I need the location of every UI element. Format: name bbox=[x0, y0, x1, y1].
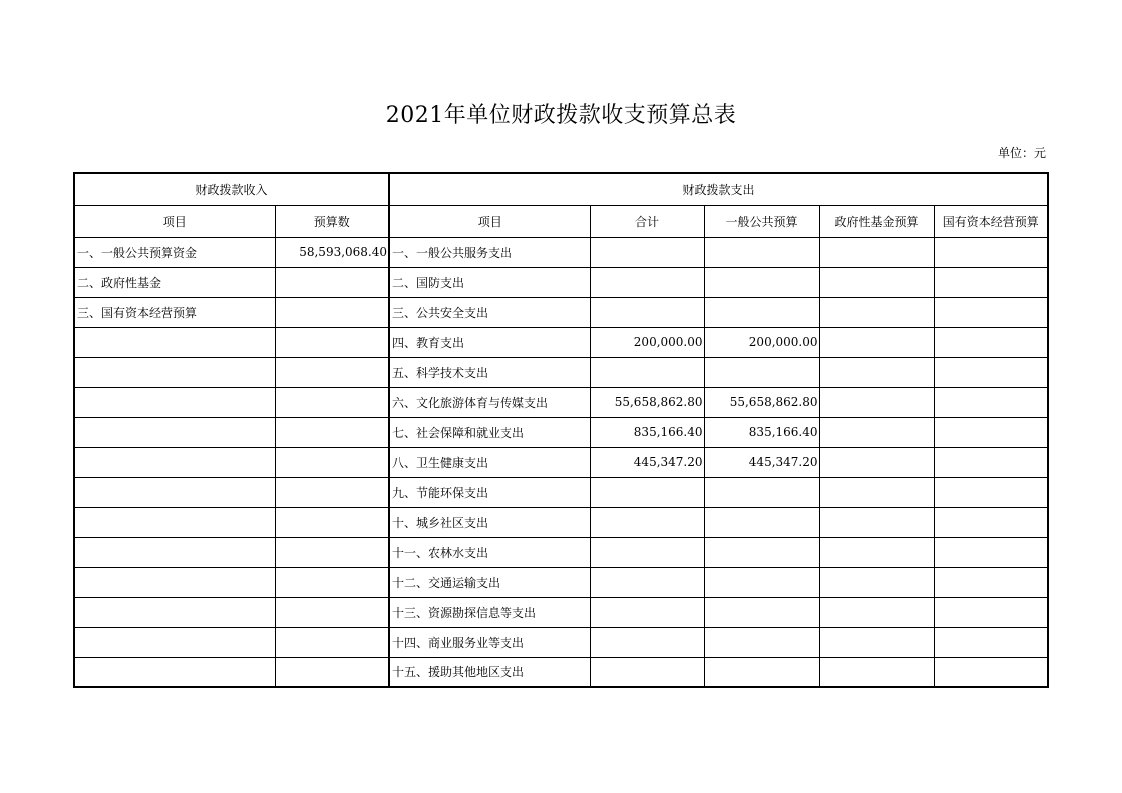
income-item-cell: 二、政府性基金 bbox=[74, 267, 275, 297]
general-budget-cell bbox=[704, 597, 819, 627]
total-cell bbox=[590, 297, 704, 327]
gov-fund-cell bbox=[819, 327, 934, 357]
general-budget-cell: 55,658,862.80 bbox=[704, 387, 819, 417]
column-header: 一般公共预算 bbox=[704, 205, 819, 237]
table-row bbox=[74, 627, 1048, 657]
total-cell bbox=[590, 537, 704, 567]
general-budget-cell bbox=[704, 657, 819, 687]
income-amount-cell bbox=[275, 327, 389, 357]
income-item-cell bbox=[74, 567, 275, 597]
income-item-cell: 一、一般公共预算资金 bbox=[74, 237, 275, 267]
income-amount-cell bbox=[275, 297, 389, 327]
general-budget-cell bbox=[704, 267, 819, 297]
total-cell bbox=[590, 657, 704, 687]
column-header: 项目 bbox=[74, 205, 275, 237]
general-budget-cell bbox=[704, 567, 819, 597]
table-row bbox=[74, 567, 1048, 597]
income-amount-cell bbox=[275, 567, 389, 597]
state-capital-cell bbox=[934, 267, 1048, 297]
state-capital-cell bbox=[934, 657, 1048, 687]
gov-fund-cell bbox=[819, 357, 934, 387]
general-budget-cell: 445,347.20 bbox=[704, 447, 819, 477]
gov-fund-cell bbox=[819, 477, 934, 507]
expense-item-cell: 六、文化旅游体育与传媒支出 bbox=[389, 387, 590, 417]
column-header: 合计 bbox=[590, 205, 704, 237]
gov-fund-cell bbox=[819, 657, 934, 687]
income-item-cell bbox=[74, 447, 275, 477]
income-item-cell: 三、国有资本经营预算 bbox=[74, 297, 275, 327]
table-row bbox=[74, 597, 1048, 627]
expense-item-cell: 二、国防支出 bbox=[389, 267, 590, 297]
income-group-header: 财政拨款收入 bbox=[74, 173, 389, 205]
expense-item-cell: 十一、农林水支出 bbox=[389, 537, 590, 567]
state-capital-cell bbox=[934, 297, 1048, 327]
state-capital-cell bbox=[934, 417, 1048, 447]
state-capital-cell bbox=[934, 357, 1048, 387]
income-item-cell bbox=[74, 387, 275, 417]
general-budget-cell bbox=[704, 507, 819, 537]
total-cell: 445,347.20 bbox=[590, 447, 704, 477]
general-budget-cell bbox=[704, 297, 819, 327]
state-capital-cell bbox=[934, 597, 1048, 627]
table-row bbox=[74, 477, 1048, 507]
general-budget-cell bbox=[704, 237, 819, 267]
general-budget-cell: 200,000.00 bbox=[704, 327, 819, 357]
table-row bbox=[74, 417, 1048, 447]
expense-item-cell: 七、社会保障和就业支出 bbox=[389, 417, 590, 447]
table-row bbox=[74, 387, 1048, 417]
income-item-cell bbox=[74, 627, 275, 657]
column-header: 预算数 bbox=[275, 205, 389, 237]
expense-item-cell: 十三、资源勘探信息等支出 bbox=[389, 597, 590, 627]
table-row bbox=[74, 537, 1048, 567]
expense-item-cell: 八、卫生健康支出 bbox=[389, 447, 590, 477]
gov-fund-cell bbox=[819, 597, 934, 627]
gov-fund-cell bbox=[819, 567, 934, 597]
total-cell bbox=[590, 507, 704, 537]
expense-item-cell: 三、公共安全支出 bbox=[389, 297, 590, 327]
income-amount-cell: 58,593,068.40 bbox=[275, 237, 389, 267]
general-budget-cell: 835,166.40 bbox=[704, 417, 819, 447]
income-item-cell bbox=[74, 657, 275, 687]
total-cell bbox=[590, 567, 704, 597]
state-capital-cell bbox=[934, 237, 1048, 267]
income-item-cell bbox=[74, 537, 275, 567]
income-item-cell bbox=[74, 507, 275, 537]
income-item-cell bbox=[74, 417, 275, 447]
gov-fund-cell bbox=[819, 267, 934, 297]
table-row bbox=[74, 237, 1048, 267]
gov-fund-cell bbox=[819, 537, 934, 567]
general-budget-cell bbox=[704, 537, 819, 567]
expense-item-cell: 四、教育支出 bbox=[389, 327, 590, 357]
total-cell: 55,658,862.80 bbox=[590, 387, 704, 417]
state-capital-cell bbox=[934, 567, 1048, 597]
general-budget-cell bbox=[704, 357, 819, 387]
column-header: 政府性基金预算 bbox=[819, 205, 934, 237]
total-cell bbox=[590, 237, 704, 267]
income-amount-cell bbox=[275, 507, 389, 537]
expense-item-cell: 九、节能环保支出 bbox=[389, 477, 590, 507]
income-amount-cell bbox=[275, 357, 389, 387]
gov-fund-cell bbox=[819, 627, 934, 657]
expense-group-header: 财政拨款支出 bbox=[389, 173, 1048, 205]
state-capital-cell bbox=[934, 327, 1048, 357]
income-amount-cell bbox=[275, 267, 389, 297]
total-cell: 200,000.00 bbox=[590, 327, 704, 357]
income-item-cell bbox=[74, 477, 275, 507]
expense-item-cell: 五、科学技术支出 bbox=[389, 357, 590, 387]
income-amount-cell bbox=[275, 657, 389, 687]
income-amount-cell bbox=[275, 447, 389, 477]
state-capital-cell bbox=[934, 447, 1048, 477]
table-row bbox=[74, 447, 1048, 477]
expense-item-cell: 十、城乡社区支出 bbox=[389, 507, 590, 537]
income-amount-cell bbox=[275, 597, 389, 627]
column-header: 项目 bbox=[389, 205, 590, 237]
gov-fund-cell bbox=[819, 507, 934, 537]
budget-table bbox=[73, 172, 1049, 688]
total-cell bbox=[590, 477, 704, 507]
unit-label: 单位：元 bbox=[997, 146, 1046, 160]
income-amount-cell bbox=[275, 537, 389, 567]
income-item-cell bbox=[74, 357, 275, 387]
gov-fund-cell bbox=[819, 387, 934, 417]
state-capital-cell bbox=[934, 627, 1048, 657]
general-budget-cell bbox=[704, 477, 819, 507]
expense-item-cell: 十五、援助其他地区支出 bbox=[389, 657, 590, 687]
income-item-cell bbox=[74, 327, 275, 357]
column-header-row bbox=[74, 205, 1048, 237]
state-capital-cell bbox=[934, 477, 1048, 507]
table-row bbox=[74, 657, 1048, 687]
table-row bbox=[74, 357, 1048, 387]
expense-item-cell: 十四、商业服务业等支出 bbox=[389, 627, 590, 657]
gov-fund-cell bbox=[819, 297, 934, 327]
total-cell bbox=[590, 627, 704, 657]
state-capital-cell bbox=[934, 537, 1048, 567]
total-cell bbox=[590, 267, 704, 297]
total-cell bbox=[590, 597, 704, 627]
state-capital-cell bbox=[934, 387, 1048, 417]
total-cell bbox=[590, 357, 704, 387]
gov-fund-cell bbox=[819, 417, 934, 447]
total-cell: 835,166.40 bbox=[590, 417, 704, 447]
income-amount-cell bbox=[275, 477, 389, 507]
income-amount-cell bbox=[275, 387, 389, 417]
general-budget-cell bbox=[704, 627, 819, 657]
group-header-row bbox=[74, 173, 1048, 205]
table-row bbox=[74, 297, 1048, 327]
expense-item-cell: 一、一般公共服务支出 bbox=[389, 237, 590, 267]
page-title: 2021年单位财政拨款收支预算总表 bbox=[385, 103, 737, 128]
state-capital-cell bbox=[934, 507, 1048, 537]
income-amount-cell bbox=[275, 417, 389, 447]
expense-item-cell: 十二、交通运输支出 bbox=[389, 567, 590, 597]
gov-fund-cell bbox=[819, 447, 934, 477]
table-row bbox=[74, 327, 1048, 357]
gov-fund-cell bbox=[819, 237, 934, 267]
table-row bbox=[74, 507, 1048, 537]
table-row bbox=[74, 267, 1048, 297]
column-header: 国有资本经营预算 bbox=[934, 205, 1048, 237]
income-amount-cell bbox=[275, 627, 389, 657]
income-item-cell bbox=[74, 597, 275, 627]
